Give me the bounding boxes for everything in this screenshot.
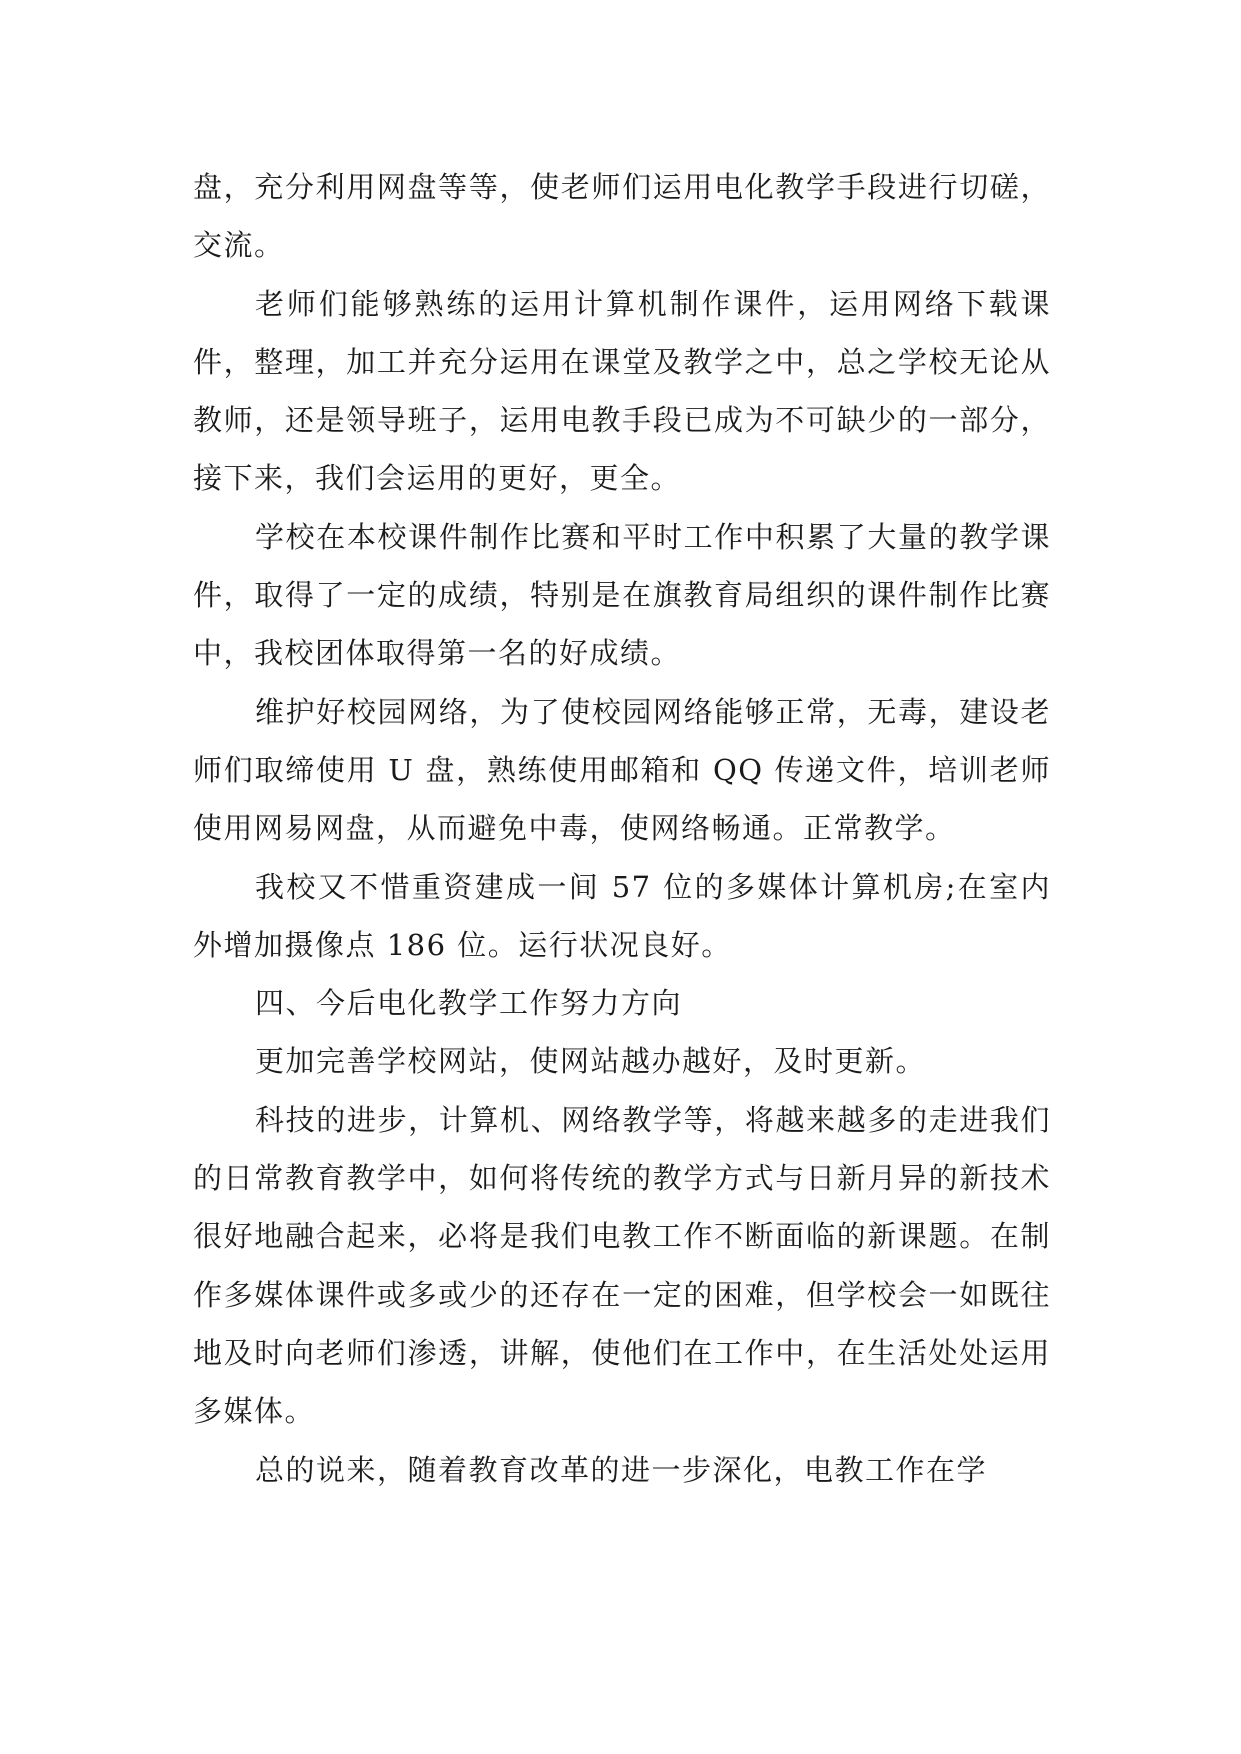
paragraph: 更加完善学校网站，使网站越办越好，及时更新。 (255, 1044, 927, 1079)
paragraph: 我校又不惜重资建成一间 57 位的多媒体计算机房;在室内外增加摄像点 186 位。运行状况良好。 (193, 869, 1051, 962)
paragraph: 维护好校园网络，为了使校园网络能够正常，无毒，建设老师们取缔使用 U 盘，熟练使用邮箱和 QQ 传递文件，培训老师使用网易网盘，从而避免中毒，使网络畅通。正常教学。 (193, 694, 1051, 846)
paragraph: 学校在本校课件制作比赛和平时工作中积累了大量的教学课件，取得了一定的成绩，特别是在旗教育局组织的课件制作比赛中，我校团体取得第一名的好成绩。 (193, 519, 1051, 671)
paragraph: 科技的进步，计算机、网络教学等，将越来越多的走进我们的日常教育教学中，如何将传统的教学方式与日新月异的新技术很好地融合起来，必将是我们电教工作不断面临的新课题。在制作多媒体课件或多或少的还存在一定的困难，但学校会一如既往地及时向老师们渗透，讲解，使他们在工作中，在生活处处运用多媒体。 (193, 1102, 1051, 1429)
paragraph: 老师们能够熟练的运用计算机制作课件，运用网络下载课件，整理，加工并充分运用在课堂及教学之中，总之学校无论从教师，还是领导班子，运用电教手段已成为不可缺少的一部分，接下来，我们会运用的更好，更全。 (193, 286, 1051, 496)
paragraph: 盘，充分利用网盘等等，使老师们运用电化教学手段进行切磋，交流。 (193, 170, 1051, 263)
document-body (193, 158, 1051, 1499)
paragraph: 总的说来，随着教育改革的进一步深化，电教工作在学 (255, 1452, 988, 1487)
section-heading: 四、今后电化教学工作努力方向 (255, 986, 683, 1021)
